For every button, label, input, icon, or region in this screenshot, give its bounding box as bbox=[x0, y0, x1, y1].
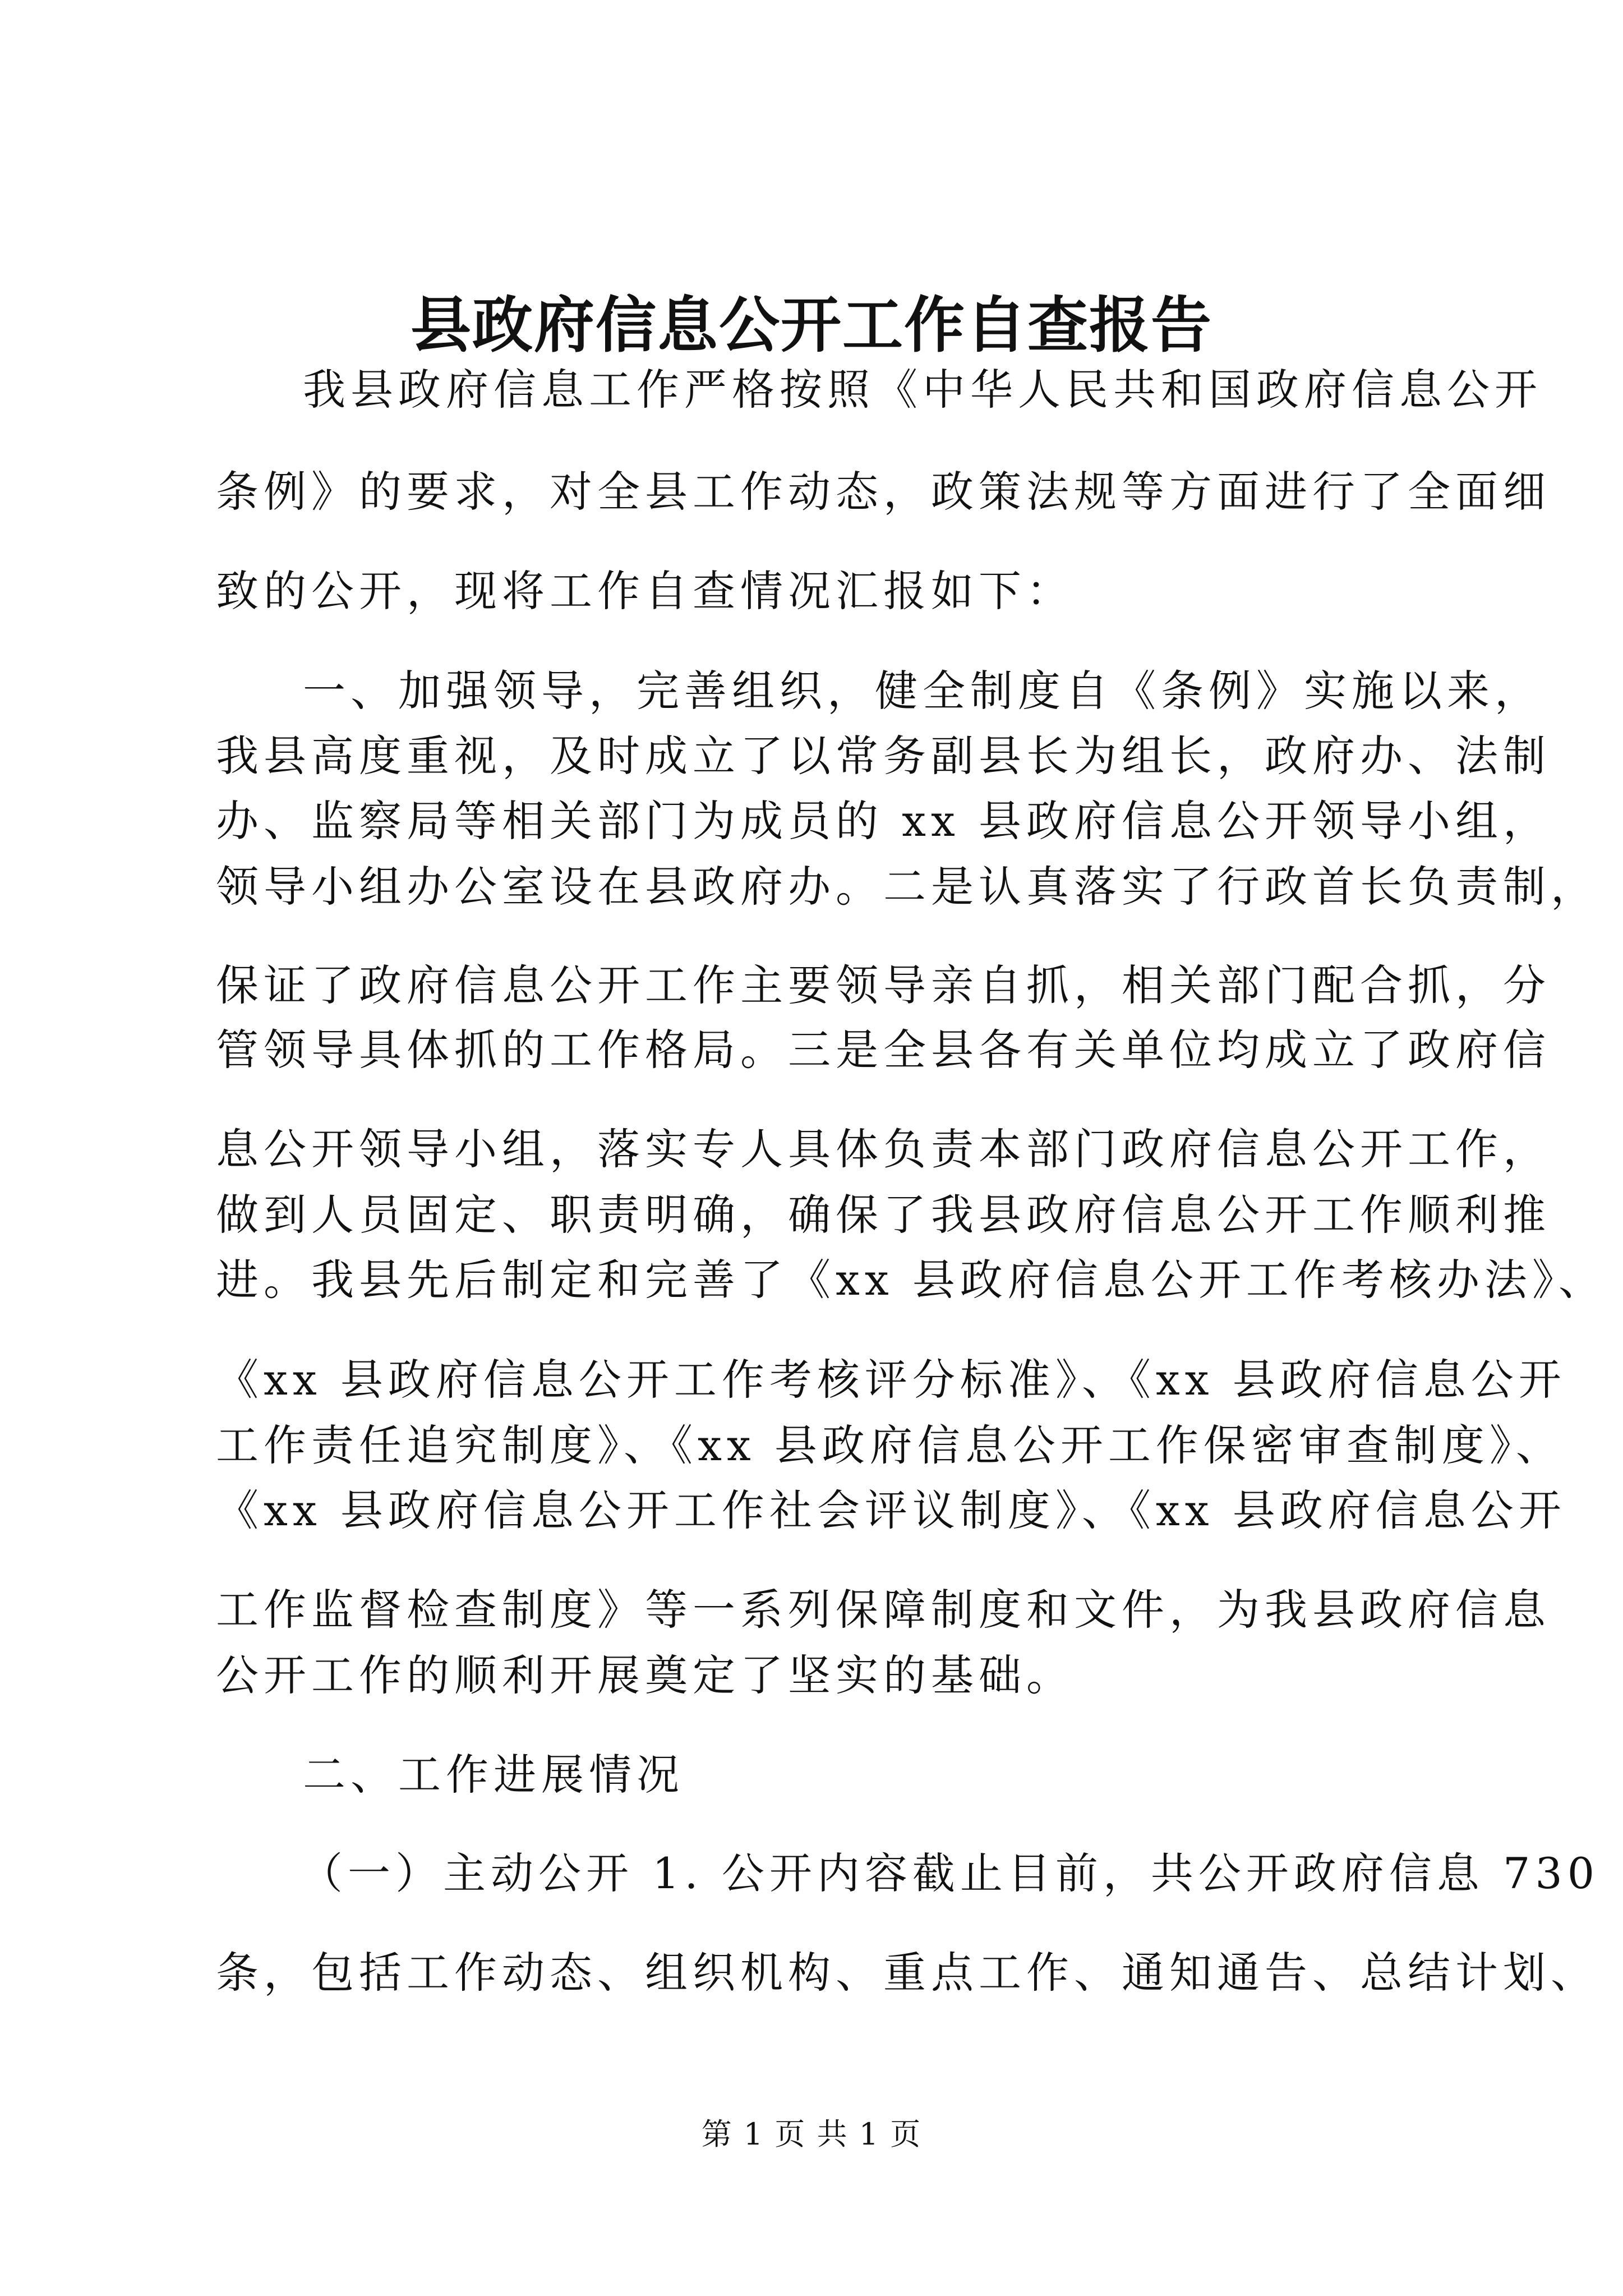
paragraph-line: 条例》的要求，对全县工作动态，政策法规等方面进行了全面细 bbox=[216, 467, 1551, 517]
paragraph-line: 工作责任追究制度》、《xx 县政府信息公开工作保密审查制度》、 bbox=[216, 1420, 1564, 1470]
paragraph-line: 办、监察局等相关部门为成员的 xx 县政府信息公开领导小组， bbox=[216, 796, 1551, 846]
paragraph-line: 保证了政府信息公开工作主要领导亲自抓，相关部门配合抓，分 bbox=[216, 960, 1551, 1010]
paragraph-line: 《xx 县政府信息公开工作社会评议制度》、《xx 县政府信息公开 bbox=[216, 1485, 1566, 1535]
paragraph-line: 公开工作的顺利开展奠定了坚实的基础。 bbox=[216, 1650, 1074, 1700]
paragraph-line: 条，包括工作动态、组织机构、重点工作、通知通告、总结计划、 bbox=[216, 1948, 1598, 1998]
paragraph-line: 管领导具体抓的工作格局。三是全县各有关单位均成立了政府信 bbox=[216, 1025, 1551, 1075]
paragraph-line: 做到人员固定、职责明确，确保了我县政府信息公开工作顺利推 bbox=[216, 1190, 1551, 1240]
paragraph-line: 息公开领导小组，落实专人具体负责本部门政府信息公开工作， bbox=[216, 1124, 1551, 1174]
paragraph-line: 我县政府信息工作严格按照《中华人民共和国政府信息公开 bbox=[303, 365, 1542, 415]
section-heading: 二、工作进展情况 bbox=[303, 1750, 684, 1800]
paragraph-line: （一）主动公开 1. 公开内容截止目前，共公开政府信息 730 bbox=[300, 1848, 1600, 1898]
paragraph-line: 《xx 县政府信息公开工作考核评分标准》、《xx 县政府信息公开 bbox=[216, 1355, 1566, 1405]
document-title: 县政府信息公开工作自查报告 bbox=[410, 290, 1212, 361]
page-footer: 第 1 页 共 1 页 bbox=[701, 2116, 922, 2152]
paragraph-line: 领导小组办公室设在县政府办。二是认真落实了行政首长负责制， bbox=[216, 862, 1598, 912]
paragraph-line: 致的公开，现将工作自查情况汇报如下： bbox=[216, 566, 1074, 616]
paragraph-line: 进。我县先后制定和完善了《xx 县政府信息公开工作考核办法》、 bbox=[216, 1255, 1606, 1305]
paragraph-line: 工作监督检查制度》等一系列保障制度和文件，为我县政府信息 bbox=[216, 1585, 1551, 1635]
paragraph-line: 我县高度重视，及时成立了以常务副县长为组长，政府办、法制 bbox=[216, 731, 1551, 781]
paragraph-line: 一、加强领导，完善组织，健全制度自《条例》实施以来， bbox=[303, 666, 1542, 716]
